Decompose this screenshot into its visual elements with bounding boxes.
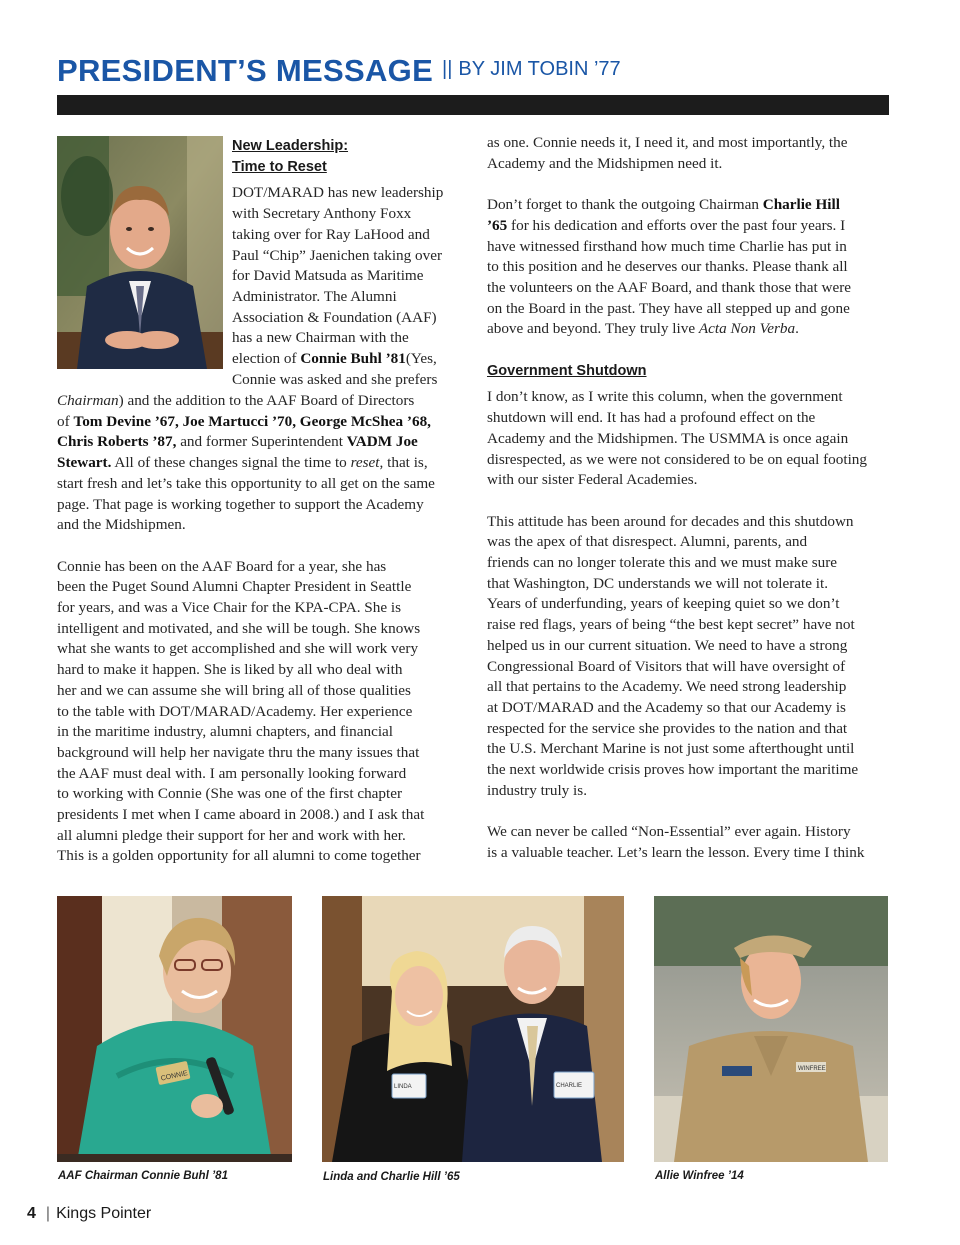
text-line: and the Midshipmen. xyxy=(57,516,186,534)
text-run-italic: reset xyxy=(350,454,380,472)
text-line: what she wants to get accomplished and she will work very xyxy=(57,640,419,658)
byline xyxy=(442,58,621,81)
text-line: Association & Foundation (AAF) xyxy=(232,308,437,326)
name-tag-winfree: WINFREE xyxy=(798,1066,826,1072)
text-line xyxy=(57,432,477,453)
text-line: to the table with DOT/MARAD/Academy. Her experience xyxy=(57,702,413,720)
text-line: that Washington, DC understands we will not tolerate it. xyxy=(487,574,829,592)
text-line xyxy=(57,412,477,433)
text-line: the next worldwide crisis proves how important the maritime xyxy=(487,761,859,779)
names-board-directors: Tom Devine ’67, Joe Martucci ’70, George McShea ’68, xyxy=(73,412,431,430)
text-line: for David Matsuda as Maritime xyxy=(232,267,424,285)
text-line: disrespected, as we were not considered to be on equal footing xyxy=(487,450,867,468)
text-line: Administrator. The Alumni xyxy=(232,287,397,305)
caption-photo1: AAF Chairman Connie Buhl ’81 xyxy=(58,1170,228,1182)
text-line: friends can no longer tolerate this and we must make sure xyxy=(487,554,838,572)
heading-government-shutdown: Government Shutdown xyxy=(487,362,647,379)
text-line: helped us in our current situation. We need to have a strong xyxy=(487,636,848,654)
text-line xyxy=(232,349,472,370)
text-line: with Secretary Anthony Foxx xyxy=(232,205,412,223)
photo-jim-tobin xyxy=(57,136,223,369)
publication-name: Kings Pointer xyxy=(56,1205,152,1222)
name-chris-roberts: Chris Roberts ’87, xyxy=(57,433,177,451)
footer-separator: | xyxy=(45,1205,51,1222)
page-header xyxy=(57,50,897,92)
text-line: Connie has been on the AAF Board for a year, she has xyxy=(57,557,387,575)
text-run: Don’t forget to thank the outgoing Chairman xyxy=(487,196,763,214)
text-line: have witnessed firsthand how much time Charlie has put in xyxy=(487,237,847,255)
text-line: the volunteers on the AAF Board, and thank those that were xyxy=(487,278,851,296)
text-line: to working with Connie (She was one of the first chapter xyxy=(57,785,403,803)
text-line: was the apex of that disrespect. Alumni, parents, and xyxy=(487,533,808,551)
motto-acta-non-verba: Acta Non Verba xyxy=(698,320,796,338)
text-line: background will help her navigate thru the many issues that xyxy=(57,743,420,761)
text-line xyxy=(487,319,897,340)
text-line: all that pertains to the Academy. We need strong leadership xyxy=(487,678,847,696)
photo-connie-buhl xyxy=(57,896,292,1162)
page-number: 4 xyxy=(27,1205,36,1222)
text-line: has a new Chairman with the xyxy=(232,329,409,347)
caption-photo3: Allie Winfree ’14 xyxy=(655,1170,744,1182)
text-line: respected for the service she provides to the nation and that xyxy=(487,719,848,737)
text-line: taking over for Ray LaHood and xyxy=(232,225,430,243)
text-line: This attitude has been around for decades and this shutdown xyxy=(487,512,854,530)
text-run-italic: Chairman xyxy=(57,392,119,409)
header-rule-bar xyxy=(57,95,889,115)
text-line xyxy=(57,391,477,412)
text-line: industry truly is. xyxy=(487,781,587,799)
text-line: I don’t know, as I write this column, when the government xyxy=(487,388,843,406)
text-line: with our sister Federal Academies. xyxy=(487,471,698,489)
text-line: hard to make it happen. She is liked by all who deal with xyxy=(57,661,403,679)
text-line: is a valuable teacher. Let’s learn the lesson. Every time I think xyxy=(487,843,865,861)
text-line: Connie was asked and she prefers xyxy=(232,370,438,388)
text-run: election of xyxy=(232,350,301,368)
text-line: This is a golden opportunity for all alumni to come together xyxy=(57,847,421,865)
text-run: of xyxy=(57,412,74,430)
text-line: her and we can assume she will bring all of those qualities xyxy=(57,681,411,699)
class-year-65: ’65 xyxy=(487,216,508,234)
text-line: been the Puget Sound Alumni Chapter President in Seattle xyxy=(57,578,412,596)
text-run: . xyxy=(795,320,799,338)
right-column xyxy=(487,133,897,864)
text-run: ) and the addition to the AAF Board of Directors xyxy=(118,392,415,409)
text-run: , that is, xyxy=(379,454,428,472)
text-line: the AAF must deal with. I am personally looking forward xyxy=(57,764,407,782)
text-run: for his dedication and efforts over the past four years. I xyxy=(507,216,846,234)
text-line: to this position and he deserves our thanks. Please thank all xyxy=(487,258,848,276)
page-footer xyxy=(27,1205,151,1223)
text-line: page. That page is working together to support the Academy xyxy=(57,495,424,513)
title-separator: || xyxy=(442,58,453,80)
text-line: on the Board in the past. They have all stepped up and gone xyxy=(487,299,850,317)
section-new-leadership-cont xyxy=(57,391,477,867)
page-title: PRESIDENT’S MESSAGE xyxy=(57,53,434,88)
caption-photo2: Linda and Charlie Hill ’65 xyxy=(323,1171,460,1183)
text-line: presidents I met when I came aboard in 2008.) and I ask that xyxy=(57,806,425,824)
name-charlie-hill: Charlie Hill xyxy=(762,196,840,214)
text-line: for years, and was a Vice Chair for the KPA-CPA. She is xyxy=(57,599,401,617)
text-line: as one. Connie needs it, I need it, and most importantly, the xyxy=(487,134,848,151)
name-badge-linda: LINDA xyxy=(394,1084,412,1090)
text-line xyxy=(487,216,897,237)
heading-new-leadership-line2: Time to Reset xyxy=(232,158,327,175)
photo-linda-charlie-hill xyxy=(322,896,624,1162)
text-line: DOT/MARAD has new leadership xyxy=(232,184,444,202)
text-line: all alumni pledge their support for her and work with her. xyxy=(57,826,406,844)
text-run: All of these changes signal the time to xyxy=(111,454,351,472)
photo-allie-winfree xyxy=(654,896,888,1162)
name-badge-connie: CONNIE xyxy=(160,1070,189,1083)
text-line: Academy and the Midshipmen. The USMMA is once again xyxy=(487,429,849,447)
text-line: raise red flags, years of being “the best kept secret” have not xyxy=(487,616,855,634)
author-byline: BY JIM TOBIN ’77 xyxy=(458,58,621,80)
section-new-leadership xyxy=(232,136,472,390)
text-run: (Yes, xyxy=(405,350,437,368)
text-line: start fresh and let’s take this opportunity to all get on the same xyxy=(57,474,435,492)
text-line: in the maritime industry, alumni chapters, and financial xyxy=(57,723,393,741)
name-vadm-joe: VADM Joe xyxy=(346,433,418,451)
text-line xyxy=(487,195,897,216)
text-line: intelligent and motivated, and she will be tough. She knows xyxy=(57,619,421,637)
text-run: above and beyond. They truly live xyxy=(487,320,699,338)
text-line: shutdown will end. It has had a profound effect on the xyxy=(487,409,816,427)
text-run: and former Superintendent xyxy=(176,433,347,451)
name-stewart: Stewart. xyxy=(57,454,112,472)
text-line: Years of underfunding, years of keeping quiet so we don’t xyxy=(487,595,840,613)
name-badge-charlie: CHARLIE xyxy=(556,1083,583,1089)
text-line xyxy=(57,453,477,474)
text-line: We can never be called “Non-Essential” ever again. History xyxy=(487,823,851,841)
text-line: the U.S. Merchant Marine is not just some afterthought until xyxy=(487,740,855,758)
heading-new-leadership-line1: New Leadership: xyxy=(232,138,349,154)
text-line: at DOT/MARAD and the Academy so that our Academy is xyxy=(487,698,846,716)
name-connie-buhl: Connie Buhl ’81 xyxy=(300,350,406,368)
text-line: Congressional Board of Visitors that will have oversight of xyxy=(487,657,846,675)
text-line: Academy and the Midshipmen need it. xyxy=(487,154,723,172)
text-line: Paul “Chip” Jaenichen taking over xyxy=(232,246,443,264)
